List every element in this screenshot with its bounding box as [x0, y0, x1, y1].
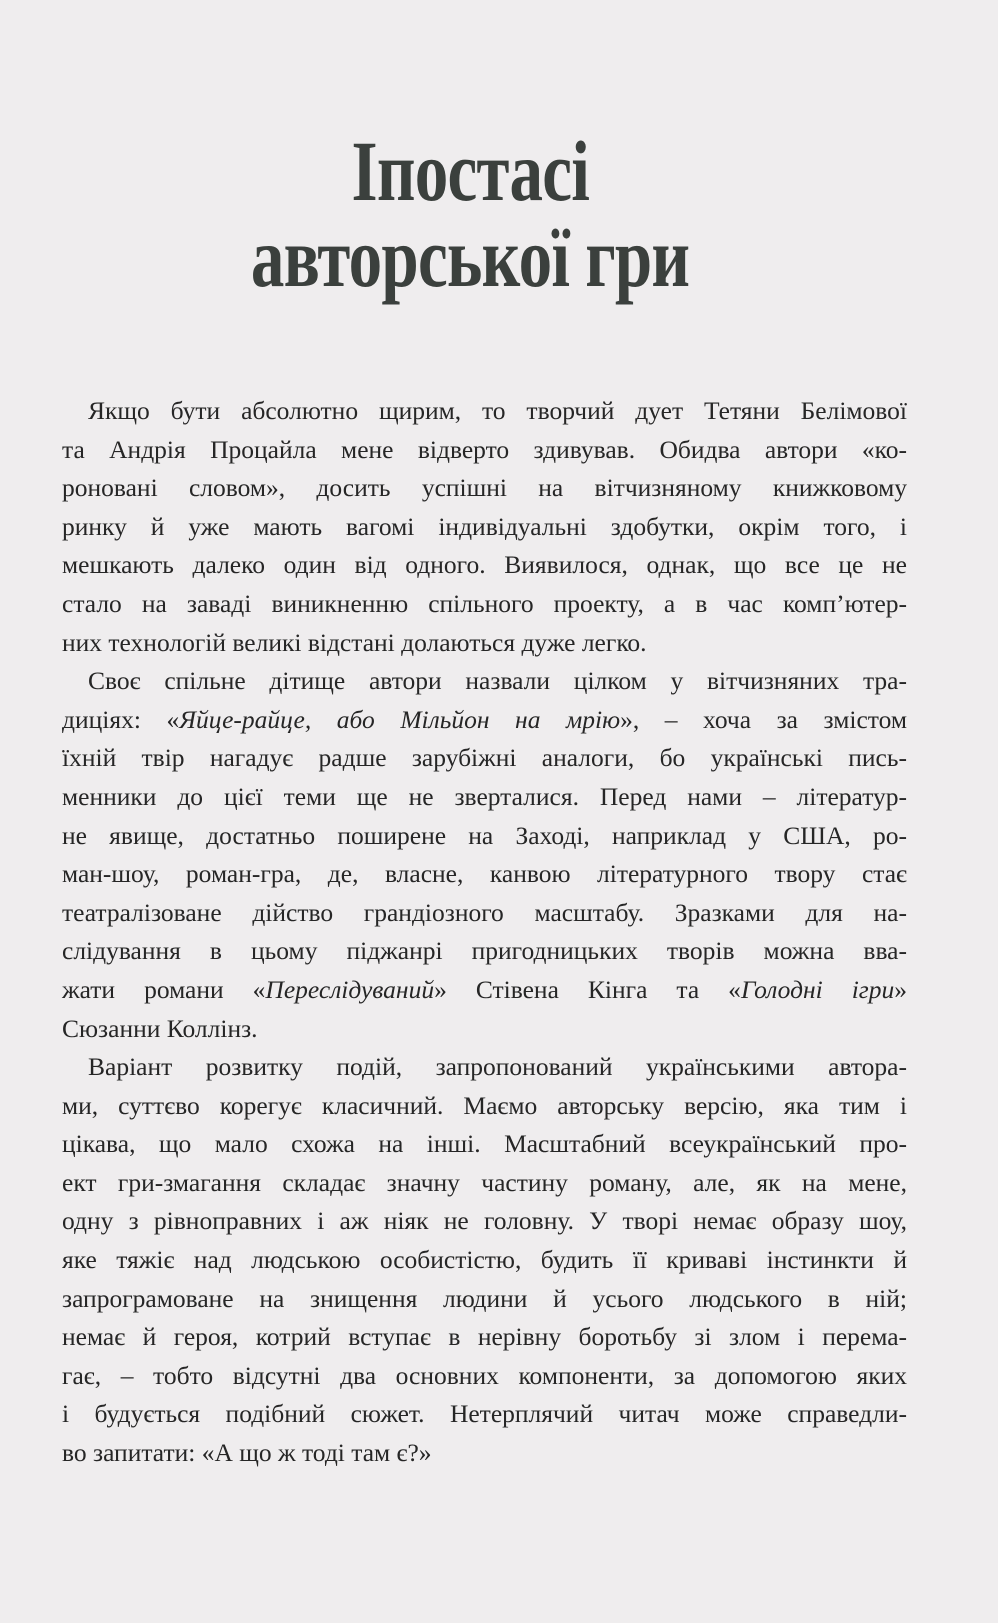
text-line — [62, 971, 907, 1010]
text-segment: во запитати: «А що ж тоді там є?» — [62, 1438, 432, 1468]
text-line — [62, 1434, 907, 1473]
text-line — [62, 469, 907, 508]
text-line — [62, 855, 907, 894]
text-line — [62, 431, 907, 470]
text-line — [62, 392, 907, 431]
text-line — [62, 1280, 907, 1319]
text-line — [62, 1241, 907, 1280]
text-segment: ринку й уже мають вагомі індивідуальні здобутки, окрім того, і — [62, 511, 907, 541]
text-segment: стало на заваді виникненню спільного проекту, а в час комп’ютер- — [62, 588, 907, 618]
text-segment: не явище, достатньо поширене на Заході, наприклад у США, ро- — [62, 820, 907, 850]
text-line — [62, 1395, 907, 1434]
text-line — [62, 701, 907, 740]
text-segment: театралізоване дійство грандіозного масштабу. Зразками для на- — [62, 897, 907, 927]
text-segment: », – хоча за змістом — [620, 704, 907, 734]
text-segment: » Стівена Кінга та « — [434, 974, 741, 1004]
text-line — [62, 624, 907, 663]
text-segment: одну з рівноправних і аж ніяк не головну. У творі немає образу шоу, — [62, 1206, 907, 1236]
text-segment: ект гри-змагання складає значну частину роману, але, як на мене, — [62, 1167, 907, 1197]
text-line — [62, 894, 907, 933]
italic-title-text: Голодні ігри — [740, 974, 895, 1004]
text-segment: і будується подібний сюжет. Нетерплячий читач може справедли- — [62, 1399, 907, 1429]
italic-title-text: Переслідуваний — [265, 974, 435, 1004]
text-segment: немає й героя, котрий вступає в нерівну боротьбу зі злом і перема- — [62, 1322, 907, 1352]
text-line — [62, 778, 907, 817]
text-line — [62, 1357, 907, 1396]
title-text: авторської гри — [250, 209, 690, 305]
text-segment: них технологій великі відстані долаються дуже легко. — [62, 627, 647, 657]
text-segment: ман-шоу, роман-гра, де, власне, канвою літературного твору стає — [62, 859, 907, 889]
text-segment: та Андрія Процайла мене відверто здивував. Обидва автори «ко- — [62, 434, 907, 464]
text-line — [62, 585, 907, 624]
text-segment: яке тяжіє над людською особистістю, будить її криваві інстинкти й — [62, 1245, 907, 1275]
text-segment: жати романи « — [62, 974, 266, 1004]
text-line — [62, 1318, 907, 1357]
text-segment: Сюзанни Коллінз. — [62, 1013, 258, 1043]
text-line — [62, 1010, 907, 1049]
text-segment: » — [894, 974, 907, 1004]
text-segment: Своє спільне дітище автори назвали цілком у вітчизняних тра- — [88, 666, 907, 696]
text-segment: їхній твір нагадує радше зарубіжні аналоги, бо українські пись- — [62, 743, 907, 773]
text-segment: диціях: « — [62, 704, 180, 734]
title-text: Іпостасі — [351, 123, 589, 219]
italic-title-text: Яйце-райце, або Мільйон на мрію — [179, 704, 621, 734]
text-line — [62, 817, 907, 856]
text-segment: менники до цієї теми ще не зверталися. Перед нами – літератур- — [62, 781, 907, 811]
text-line — [62, 508, 907, 547]
chapter-title-line-2 — [0, 209, 940, 305]
text-segment: цікава, що мало схожа на інші. Масштабний всеукраїнський про- — [62, 1129, 907, 1159]
text-line — [62, 1125, 907, 1164]
text-segment: ми, суттєво корегує класичний. Маємо авторську версію, яка тим і — [62, 1090, 907, 1120]
body-text — [62, 392, 907, 1473]
text-segment: гає, – тобто відсутні два основних компоненти, за допомогою яких — [62, 1360, 907, 1390]
text-line — [62, 1202, 907, 1241]
chapter-title-line-1 — [0, 123, 940, 219]
text-line — [62, 546, 907, 585]
text-segment: Варіант розвитку подій, запропонований українськими автора- — [88, 1052, 907, 1082]
text-line — [62, 1087, 907, 1126]
text-segment: Якщо бути абсолютно щирим, то творчий дует Тетяни Белімової — [88, 396, 907, 425]
text-line — [62, 739, 907, 778]
text-segment: слідування в цьому піджанрі пригодницьких творів можна вва- — [62, 936, 907, 966]
text-segment: запрограмоване на знищення людини й усього людського в ній; — [62, 1283, 907, 1313]
text-line — [62, 1164, 907, 1203]
text-segment: роновані словом», досить успішні на вітчизняному книжковому — [62, 473, 907, 503]
text-line — [62, 932, 907, 971]
text-line — [62, 662, 907, 701]
text-segment: мешкають далеко один від одного. Виявилося, однак, що все це не — [62, 550, 907, 580]
text-line — [62, 1048, 907, 1087]
